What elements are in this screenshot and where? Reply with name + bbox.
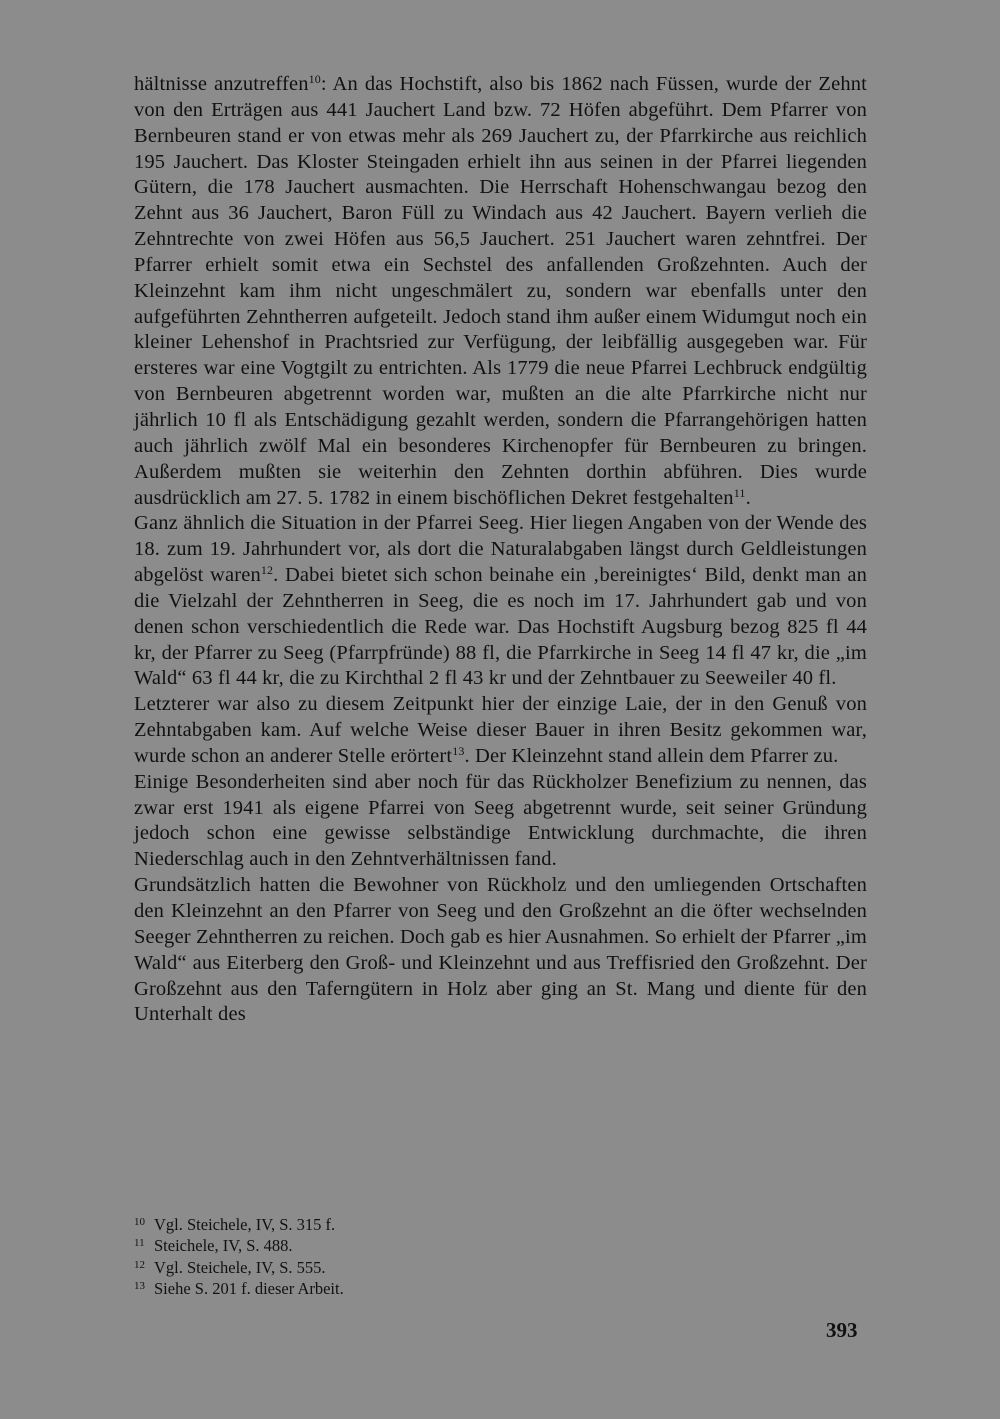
footnote (134, 1234, 734, 1255)
footnote-number: 11 (134, 1237, 145, 1250)
footnote (134, 1256, 734, 1277)
footnote-number: 10 (134, 1216, 145, 1228)
text-segment: . Dabei bietet sich schon beinahe ein ‚bereinigtes‘ Bild, denkt man an die Vielzahl der Zehntherren in Seeg, die es noch im 17. Jahrhundert gab und von denen schon verschiedentlich die Rede war. Das Hochstift Augsburg bezog 825 fl 44 kr, der Pfarrer zu Seeg (Pfarrpfründe) 88 fl, die Pfarrkirche in Seeg 14 fl 47 kr, die „im Wald“ 63 fl 44 kr, die zu Kirchthal 2 fl 43 kr und der Zehntbauer zu Seeweiler 40 fl. (134, 564, 867, 690)
paragraph (134, 511, 867, 692)
footnote (134, 1277, 734, 1298)
text-segment: hältnisse anzutreffen (134, 73, 309, 95)
page-number: 393 (826, 1318, 858, 1342)
footnote-text: Siehe S. 201 f. dieser Arbeit. (154, 1278, 344, 1298)
text-segment: . Der Kleinzehnt stand allein dem Pfarrer zu. (464, 744, 839, 767)
footnote-text: Vgl. Steichele, IV, S. 555. (154, 1257, 326, 1277)
footnote-number: 12 (134, 1258, 145, 1271)
text-segment: . (745, 486, 751, 509)
paragraph (134, 692, 867, 770)
footnote-reference: 10 (308, 72, 321, 86)
text-segment: Grundsätzlich hatten die Bewohner von Rückholz und den umliegenden Ortschaften den Kleinzehnt an den Pfarrer von Seeg und den Großzehnt an die öfter wechselnden Seeger Zehntherren zu reichen. Doch gab es hier Ausnahmen. So erhielt der Pfarrer „im Wald“ aus Eiterberg den Groß- und Kleinzehnt und aus Treffisried den Großzehnt. Der Großzehnt aus den Taferngütern in Holz aber ging an St. Mang und diente für den Unterhalt des (134, 874, 867, 1026)
text-segment: : An das Hochstift, also bis 1862 nach Füssen, wurde der Zehnt von den Erträgen aus 441 Jauchert Land bzw. 72 Höfen abgeführt. Dem Pfarrer von Bernbeuren stand er von etwas mehr als 269 Jauchert zu, der Pfarrkirche aus reichlich 195 Jauchert. Das Kloster Steingaden erhielt ihn aus seinen in der Pfarrei liegenden Gütern, die 178 Jauchert ausmachten. Die Herrschaft Hohenschwangau bezog den Zehnt aus 36 Jauchert, Baron Füll zu Windach aus 42 Jauchert. Bayern verlieh die Zehntrechte von zwei Höfen aus 56,5 Jauchert. 251 Jauchert waren zehntfrei. Der Pfarrer erhielt somit etwa ein Sechstel des anfallenden Großzehnten. Auch der Kleinzehnt kam ihm nicht ungeschmälert zu, sondern war ebenfalls unter den aufgeführten Zehntherren aufgeteilt. Jedoch stand ihm außer einem Widumgut noch ein kleiner Lehenshof in Prachtsried zur Verfügung, der leibfällig ausgegeben war. Für ersteres war eine Vogtgilt zu entrichten. Als 1779 die neue Pfarrei Lechbruck endgültig von Bernbeuren abgetrennt worden war, mußten an die alte Pfarrkirche nicht nur jährlich 10 fl als Entschädigung gezahlt werden, sondern die Pfarrangehörigen hatten auch jährlich zwölf Mal ein besonderes Kirchenopfer für Bernbeuren zu bringen. Außerdem mußten sie weiterhin den Zehnten dorthin abführen. Dies wurde ausdrücklich am 27. 5. 1782 in einem bischöflichen Dekret festgehalten (134, 73, 867, 509)
footnote-reference: 11 (733, 485, 746, 500)
text-segment: Ganz ähnlich die Situation in der Pfarrei Seeg. Hier liegen Angaben von der Wende des 18. zum 19. Jahrhundert vor, als dort die Naturalabgaben längst durch Geldleistungen abgelöst waren (134, 512, 867, 587)
text-segment: Einige Besonderheiten sind aber noch für das Rückholzer Benefizium zu nennen, das zwar erst 1941 als eigene Pfarrei von Seeg abgetrennt wurde, seit seiner Gründung jedoch schon eine gewisse selbständige Entwicklung durchmachte, die ihren Niederschlag auch in den Zehntverhältnissen fand. (134, 770, 867, 871)
footnote-reference: 12 (260, 563, 274, 578)
footnote (134, 1213, 734, 1234)
footnote-reference: 13 (452, 743, 465, 758)
footnotes (134, 1213, 734, 1298)
footnote-text: Steichele, IV, S. 488. (154, 1236, 293, 1256)
paragraph (134, 770, 867, 873)
footnote-number: 13 (134, 1279, 145, 1292)
footnote-text: Vgl. Steichele, IV, S. 315 f. (154, 1215, 336, 1234)
paragraph (134, 873, 867, 1028)
paragraph (134, 72, 867, 511)
main-text (134, 72, 867, 1028)
text-segment: Letzterer war also zu diesem Zeitpunkt hier der einzige Laie, der in den Genuß von Zehntabgaben kam. Auf welche Weise dieser Bauer in ihren Besitz gekommen war, wurde schon an anderer Stelle erörtert (134, 693, 867, 767)
